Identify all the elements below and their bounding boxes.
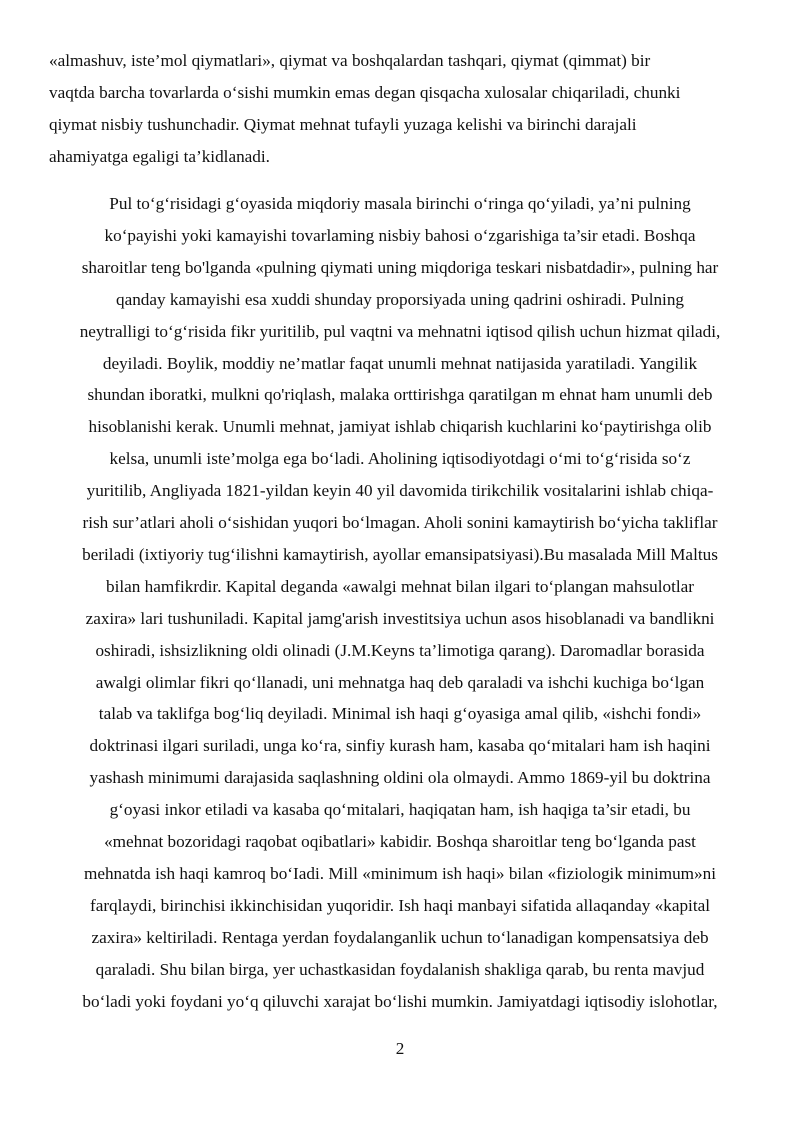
text-line: «mehnat bozoridagi raqobat oqibatlari» kabidir. Boshqa sharoitlar teng bo‘lganda past xyxy=(104,832,696,851)
text-line: ahamiyatga egaligi ta’kidlanadi. xyxy=(49,147,270,166)
text-line: shundan iboratki, mulkni qo'riqlash, malaka orttirishga qaratilgan m ehnat ham unumli deb xyxy=(87,385,713,404)
text-line: «almashuv, iste’mol qiymatlari», qiymat va boshqalardan tashqari, qiymat (qimmat) bir xyxy=(49,51,651,70)
text-line: qiymat nisbiy tushunchadir. Qiymat mehnat tufayli yuzaga kelishi va birinchi darajali xyxy=(49,115,637,134)
text-line: qaraladi. Shu bilan birga, yer uchastkasidan foydalanish shakliga qarab, bu renta mavjud xyxy=(95,960,705,979)
text-line: bilan hamfikrdir. Kapital deganda «awalgi mehnat bilan ilgari to‘plangan mahsulotlar xyxy=(105,577,695,596)
text-line: yashash minimumi darajasida saqlashning oldini ola olmaydi. Ammo 1869-yil bu doktrina xyxy=(89,768,711,787)
text-line: zaxira» keltiriladi. Rentaga yerdan foydalanganlik uchun to‘lanadigan kompensatsiya deb xyxy=(91,928,709,947)
text-line: beriladi (ixtiyoriy tug‘ilishni kamaytirish, ayollar emansipatsiyasi).Bu masalada Mill Maltus xyxy=(82,545,718,564)
text-line: oshiradi, ishsizlikning oldi olinadi (J.M.Keyns ta’limotiga qarang). Daromadlar borasida xyxy=(95,641,705,660)
text-line: doktrinasi ilgari suriladi, unga ko‘ra, sinfiy kurash ham, kasaba qo‘mitalari ham ish haqini xyxy=(89,736,711,755)
text-line: Pul to‘g‘risidagi g‘oyasida miqdoriy masala birinchi o‘ringa qo‘yiladi, ya’ni pulning xyxy=(109,194,691,213)
text-line: sharoitlar teng bo'lganda «pulning qiymati uning miqdoriga teskari nisbatdadir», pulning har xyxy=(81,258,719,277)
text-line: mehnatda ish haqi kamroq bo‘Iadi. Mill «minimum ish haqi» bilan «fiziologik minimum»ni xyxy=(83,864,717,883)
text-line: talab va taklifga bog‘liq deyiladi. Minimal ish haqi g‘oyasiga amal qilib, «ishchi fondi» xyxy=(98,704,702,723)
text-line: deyiladi. Boylik, moddiy ne’matlar faqat unumli mehnat natijasida yaratiladi. Yangilik xyxy=(102,354,698,373)
text-line: rish sur’atlari aholi o‘sishidan yuqori bo‘lmagan. Aholi sonini kamaytirish bo‘yicha takliflar xyxy=(82,513,718,532)
text-line: vaqtda barcha tovarlarda o‘sishi mumkin emas degan qisqacha xulosalar chiqariladi, chunki xyxy=(49,83,681,102)
page-number: 2 xyxy=(395,1039,405,1058)
text-line: kelsa, unumli iste’molga ega bo‘ladi. Aholining iqtisodiyotdagi o‘mi to‘g‘risida so‘z xyxy=(109,449,691,468)
text-line: neytralligi to‘g‘risida fikr yuritilib, pul vaqtni va mehnatni iqtisod qilish uchun hizmat qiladi, xyxy=(79,322,721,341)
text-line: qanday kamayishi esa xuddi shunday proporsiyada uning qadrini oshiradi. Pulning xyxy=(115,290,685,309)
text-line: ko‘payishi yoki kamayishi tovarlaming nisbiy bahosi o‘zgarishiga ta’sir etadi. Boshqa xyxy=(104,226,696,245)
text-line: yuritilib, Angliyada 1821-yildan keyin 40 yil davomida tirikchilik vositalarini ishlab chiqa- xyxy=(86,481,714,500)
text-line: g‘oyasi inkor etiladi va kasaba qo‘mitalari, haqiqatan ham, ish haqiga ta’sir etadi, bu xyxy=(109,800,691,819)
text-line: awalgi olimlar fikri qo‘llanadi, uni mehnatga haq deb qaraladi va ishchi kuchiga bo‘lgan xyxy=(95,673,705,692)
text-line: hisoblanishi kerak. Unumli mehnat, jamiyat ishlab chiqarish kuchlarini ko‘paytirishga olib xyxy=(88,417,712,436)
text-line: farqlaydi, birinchisi ikkinchisidan yuqoridir. Ish haqi manbayi sifatida allaqanday «kapital xyxy=(89,896,711,915)
text-line: bo‘ladi yoki foydani yo‘q qiluvchi xarajat bo‘lishi mumkin. Jamiyatdagi iqtisodiy islohotlar, xyxy=(82,992,718,1011)
text-line: zaxira» lari tushuniladi. Kapital jamg'arish investitsiya uchun asos hisoblanadi va bandlikni xyxy=(85,609,715,628)
